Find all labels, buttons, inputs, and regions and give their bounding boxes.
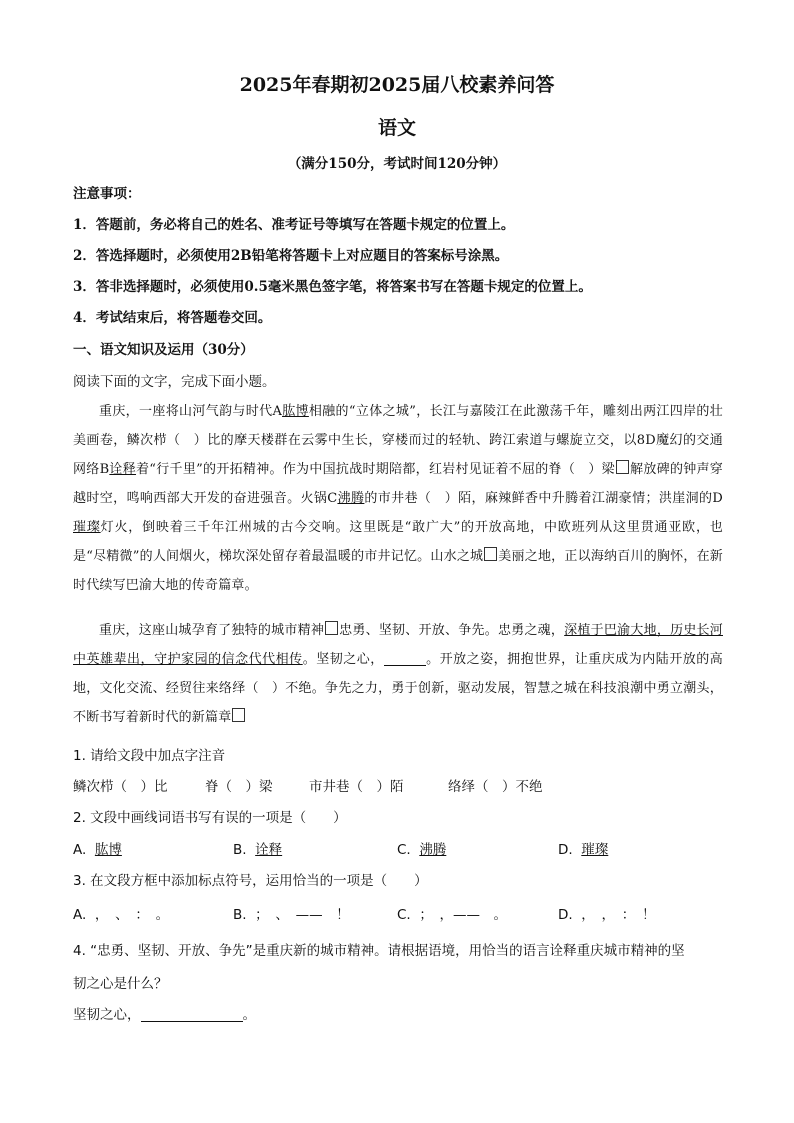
q2-option-a[interactable]: A. 肱博 <box>73 842 122 858</box>
note-item: 1．答题前，务必将自己的姓名、准考证号等填写在答题卡规定的位置上。 <box>73 217 515 233</box>
q3-option-d[interactable]: D. ， ， ： ！ <box>558 907 656 923</box>
question-3-stem: 3. 在文段方框中添加标点符号，运用恰当的一项是（ ） <box>73 873 428 889</box>
question-4-stem-line1: 4. “忠勇、坚韧、开放、争先”是重庆新的城市精神。请根据语境，用恰当的语言诠释重庆城市精神的坚 <box>73 943 685 959</box>
q1-item: 络绎（ ）不绝 <box>448 779 543 795</box>
passage-paragraph-1: 重庆，一座将山河气韵与时代A肱博相融的“立体之城”，长江与嘉陵江在此激荡千年，雕刻出两江四岸的壮美画卷，鳞次栉（ ）比的摩天楼群在云雾中生长，穿楼而过的轻轨、跨江索道与螺旋立交，以8D魔幻的交通网络B诠释着“行千里”的开拓精神。作为中国抗战时期陪都，红岩村见证着不屈的脊（ ）梁 解放碑的钟声穿越时空，鸣响西部大开发的奋进强音。火锅C沸腾的市井巷（ ）陌，麻辣鲜香中升腾着江湖豪情；洪崖洞的D璀璨灯火，倒映着三千年江州城的古今交响。这里既是“敢广大”的开放高地，中欧班列从这里贯通亚欧，也是“尽精微”的人间烟火，梯坎深处留存着最温暖的市井记忆。山水之城 美丽之地，正以海纳百川的胸怀，在新时代续写巴渝大地的传奇篇章。 <box>73 404 724 593</box>
q1-item: 鳞次栉（ ）比 <box>73 779 168 795</box>
question-1-stem: 1. 请给文段中加点字注音 <box>73 748 226 764</box>
punctuation-box <box>325 621 338 635</box>
note-item: 4．考试结束后，将答题卷交回。 <box>73 310 272 326</box>
passage-paragraph-2: 重庆，这座山城孕育了独特的城市精神 忠勇、坚韧、开放、争先。忠勇之魂，深植于巴渝大地，历史长河中英雄辈出，守护家园的信念代代相传。坚韧之心， 。开放之姿，拥抱世界，让重庆成为内陆开放的高地，文化交流、经贸往来络绎（ ）不绝。争先之力，勇于创新，驱动发展，智慧之城在科技浪潮中勇立潮头，不断书写着新时代的新篇章 <box>73 623 724 725</box>
underlined-sentence: 深植于巴渝大地，历史长河中英雄辈出，守护家园的信念代代相传 <box>73 623 723 667</box>
q2-option-b[interactable]: B. 诠释 <box>233 842 283 858</box>
note-item: 2．答选择题时，必须使用2B铅笔将答题卡上对应题目的答案标号涂黑。 <box>73 248 509 264</box>
notes-heading: 注意事项： <box>73 186 141 202</box>
question-2-stem: 2. 文段中画线词语书写有误的一项是（ ） <box>73 810 347 826</box>
fill-blank[interactable] <box>384 651 426 666</box>
reading-instruction: 阅读下面的文字，完成下面小题。 <box>73 374 276 390</box>
q1-item: 市井巷（ ）陌 <box>309 779 404 795</box>
underlined-word-c: 沸腾 <box>337 491 365 506</box>
exam-title: 2025年春期初2025届八校素养问答 <box>239 74 555 96</box>
section-heading: 一、语文知识及运用（30分） <box>73 342 254 358</box>
note-item: 3．答非选择题时，必须使用0.5毫米黑色签字笔，将答案书写在答题卡规定的位置上。 <box>73 279 592 295</box>
punctuation-box <box>616 460 629 474</box>
q3-option-c[interactable]: C. ； ，—— 。 <box>397 907 508 923</box>
q3-option-b[interactable]: B. ； 、 —— ！ <box>233 907 350 923</box>
question-4-answer-line: 坚韧之心， 。 <box>73 1007 256 1023</box>
underlined-word-b: 诠释 <box>109 462 137 477</box>
punctuation-box <box>232 708 245 722</box>
subject-title: 语文 <box>377 117 416 139</box>
q3-option-a[interactable]: A. ， 、 ： 。 <box>73 907 170 923</box>
question-4-stem-line2: 韧之心是什么？ <box>73 976 168 992</box>
answer-blank[interactable] <box>141 1007 243 1022</box>
q1-item: 脊（ ）梁 <box>205 779 273 795</box>
q2-option-d[interactable]: D. 璀璨 <box>558 842 609 858</box>
q2-option-c[interactable]: C. 沸腾 <box>397 842 447 858</box>
underlined-word-d: 璀璨 <box>73 520 101 535</box>
punctuation-box <box>484 547 497 561</box>
underlined-word-a: 肱博 <box>282 404 309 419</box>
exam-info: （满分150分，考试时间120分钟） <box>287 156 507 172</box>
